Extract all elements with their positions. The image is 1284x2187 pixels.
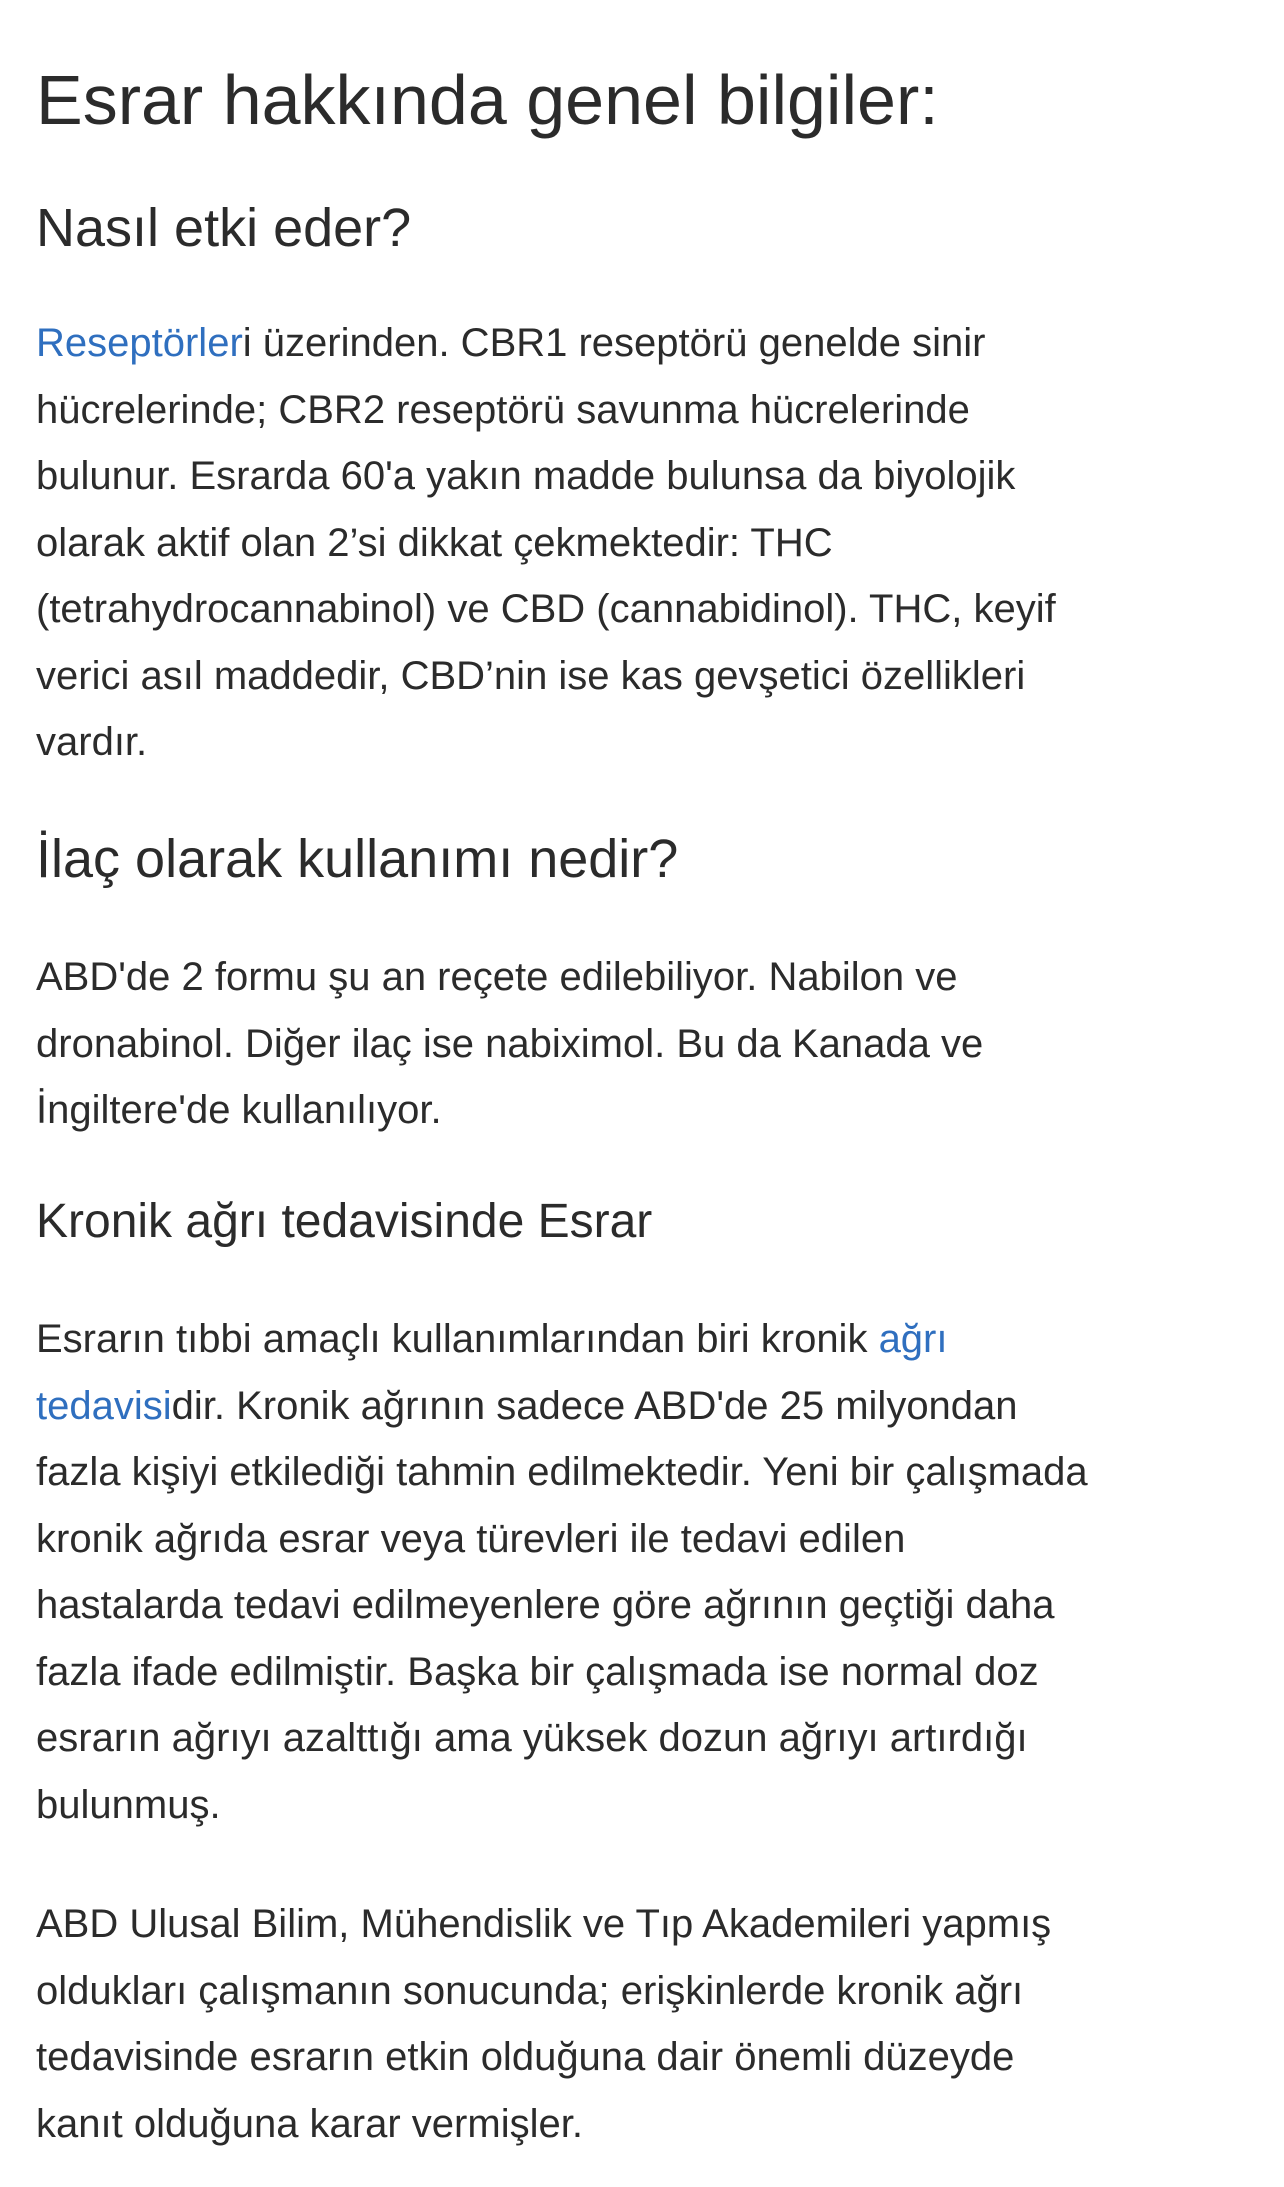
text-line: ABD Ulusal Bilim, Mühendislik ve Tıp Akademileri yapmış bbox=[36, 1902, 1052, 1946]
text-line: ABD'de 2 formu şu an reçete edilebiliyor. Nabilon ve bbox=[36, 955, 958, 999]
text-line: verici asıl maddedir, CBD’nin ise kas gevşetici özellikleri bbox=[36, 653, 1026, 698]
text-line: (tetrahydrocannabinol) ve CBD (cannabidinol). THC, keyif bbox=[36, 587, 1056, 631]
pain-treatment-link-part1[interactable]: ağrı bbox=[878, 1317, 948, 1361]
text-line: bulunur. Esrarda 60'a yakın madde bulunsa da biyolojik bbox=[36, 454, 1016, 498]
heading-medical-use: İlaç olarak kullanımı nedir? bbox=[36, 829, 679, 889]
receptors-link[interactable]: Reseptörler bbox=[36, 321, 243, 365]
paragraph-how-it-works bbox=[36, 310, 1056, 776]
text-line: fazla ifade edilmiştir. Başka bir çalışmada ise normal doz bbox=[36, 1649, 1039, 1694]
text-fragment: Esrarın tıbbi amaçlı kullanımlarından biri kronik bbox=[36, 1317, 879, 1361]
paragraph-medical-use bbox=[36, 944, 983, 1144]
text-line: oldukları çalışmanın sonucunda; erişkinlerde kronik ağrı bbox=[36, 1968, 1024, 2013]
text-fragment: dir. Kronik ağrının sadece ABD'de 25 milyondan bbox=[171, 1383, 1018, 1428]
paragraph-chronic-pain-1 bbox=[36, 1306, 1088, 1838]
text-line bbox=[36, 1373, 1088, 1440]
text-line: İngiltere'de kullanılıyor. bbox=[36, 1088, 442, 1132]
text-line: kanıt olduğuna karar vermişler. bbox=[36, 2101, 583, 2146]
page-title: Esrar hakkında genel bilgiler: bbox=[36, 61, 939, 139]
text-line: vardır. bbox=[36, 720, 148, 764]
text-line: hastalarda tedavi edilmeyenlere göre ağrının geçtiği daha bbox=[36, 1583, 1055, 1627]
paragraph-chronic-pain-2 bbox=[36, 1891, 1051, 2157]
text-line: kronik ağrıda esrar veya türevleri ile tedavi edilen bbox=[36, 1516, 906, 1561]
text-line bbox=[36, 310, 1056, 377]
text-fragment: i üzerinden. CBR1 reseptörü genelde sinir bbox=[242, 321, 986, 365]
text-line: olarak aktif olan 2’si dikkat çekmektedir: THC bbox=[36, 520, 833, 565]
heading-chronic-pain: Kronik ağrı tedavisinde Esrar bbox=[36, 1195, 653, 1248]
text-line: dronabinol. Diğer ilaç ise nabiximol. Bu da Kanada ve bbox=[36, 1021, 984, 1066]
pain-treatment-link-part2[interactable]: tedavisi bbox=[36, 1383, 172, 1428]
text-line: bulunmuş. bbox=[36, 1782, 221, 1827]
text-line bbox=[36, 1306, 1088, 1373]
text-line: hücrelerinde; CBR2 reseptörü savunma hücrelerinde bbox=[36, 387, 970, 432]
text-line: fazla kişiyi etkilediği tahmin edilmektedir. Yeni bir çalışmada bbox=[36, 1450, 1088, 1494]
text-line: esrarın ağrıyı azalttığı ama yüksek dozun ağrıyı artırdığı bbox=[36, 1716, 1028, 1760]
heading-how-it-works: Nasıl etki eder? bbox=[36, 198, 412, 258]
text-line: tedavisinde esrarın etkin olduğuna dair önemli düzeyde bbox=[36, 2035, 1015, 2079]
